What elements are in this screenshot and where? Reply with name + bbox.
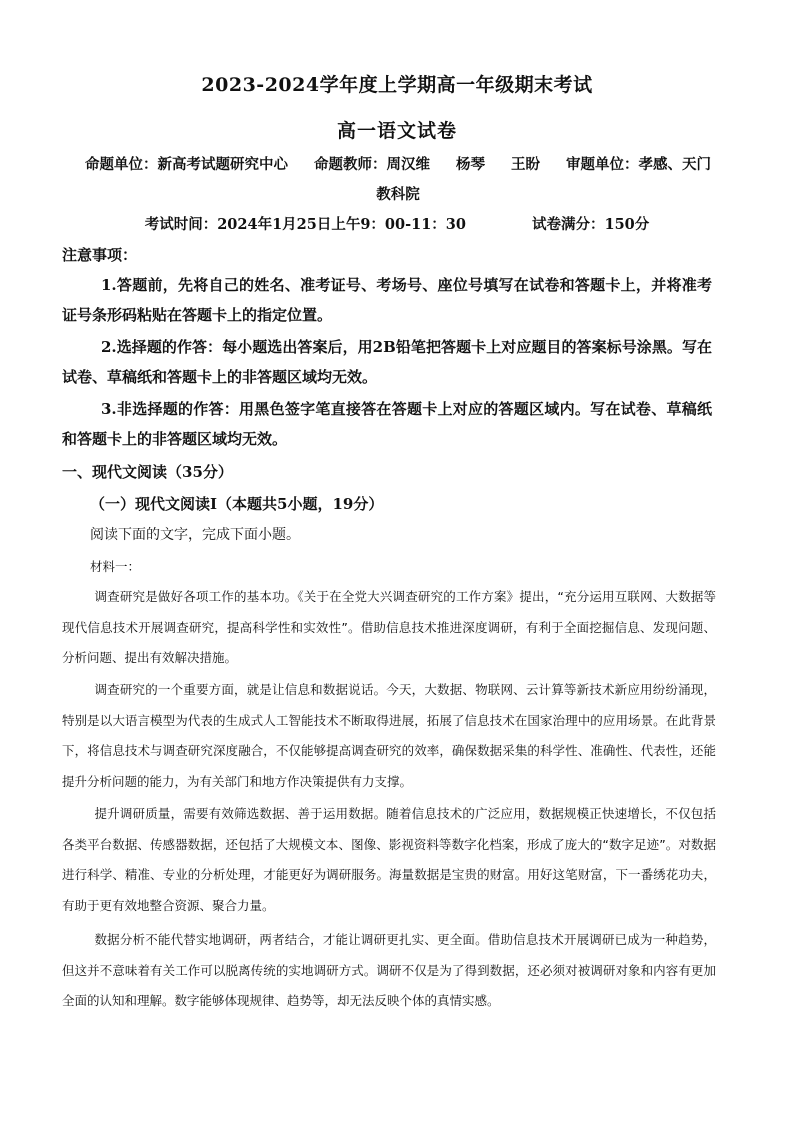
full-score: 试卷满分：150分	[531, 216, 650, 233]
unit-label: 命题单位：新高考试题研究中心	[85, 156, 288, 173]
notice-item-1: 1.答题前，先将自己的姓名、准考证号、考场号、座位号填写在试卷和答题卡上，并将准考证号条形码粘贴在答题卡上的指定位置。	[62, 276, 712, 324]
notice-item-2: 2.选择题的作答：每小题选出答案后，用2B铅笔把答题卡上对应题目的答案标号涂黑。写在试卷、草稿纸和答题卡上的非答题区域均无效。	[62, 338, 712, 386]
teacher-2: 杨琴	[456, 156, 485, 173]
material-label: 材料一：	[90, 559, 141, 574]
exam-subtitle: 高一语文试卷	[336, 120, 457, 142]
paragraph-3: 提升调研质量，需要有效筛选数据、善于运用数据。随着信息技术的广泛应用，数据规模正快速增长，不仅包括各类平台数据、传感器数据，还包括了大规模文本、图像、影视资料等数字化档案，形成了庞大的“数字足迹”。对数据进行科学、精准、专业的分析处理，才能更好为调研服务。海量数据是宝贵的财富。用好这笔财富，下一番绣花功夫，有助于更有效地整合资源、聚合力量。	[62, 806, 716, 914]
reading-instruction: 阅读下面的文字，完成下面小题。	[90, 527, 300, 543]
review-unit: 审题单位：孝感、天门教科院	[376, 156, 711, 203]
subsection-title: （一）现代文阅读Ⅰ（本题共5小题，19分）	[90, 495, 384, 513]
section-title: 一、现代文阅读（35分）	[62, 463, 233, 481]
author-info	[78, 150, 718, 210]
exam-time: 考试时间：2024年1月25日上午9：00-11：30	[144, 216, 466, 233]
teacher-3: 王盼	[511, 156, 540, 173]
exam-info	[0, 213, 794, 234]
notice-heading: 注意事项：	[62, 246, 138, 264]
exam-title: 2023-2024学年度上学期高一年级期末考试	[201, 74, 593, 96]
paragraph-4: 数据分析不能代替实地调研，两者结合，才能让调研更扎实、更全面。借助信息技术开展调研已成为一种趋势，但这并不意味着有关工作可以脱离传统的实地调研方式。调研不仅是为了得到数据，还必须对被调研对象和内容有更加全面的认知和理解。数字能够体现规律、趋势等，却无法反映个体的真情实感。	[62, 932, 716, 1009]
paragraph-2: 调查研究的一个重要方面，就是让信息和数据说话。今天，大数据、物联网、云计算等新技术新应用纷纷涌现，特别是以大语言模型为代表的生成式人工智能技术不断取得进展，拓展了信息技术在国家治理中的应用场景。在此背景下，将信息技术与调查研究深度融合，不仅能够提高调查研究的效率，确保数据采集的科学性、准确性、代表性，还能提升分析问题的能力，为有关部门和地方作决策提供有力支撑。	[62, 682, 716, 790]
teacher-label: 命题教师：周汉维	[314, 156, 430, 173]
notice-item-3: 3.非选择题的作答：用黑色签字笔直接答在答题卡上对应的答题区域内。写在试卷、草稿纸和答题卡上的非答题区域均无效。	[62, 400, 712, 448]
paragraph-1: 调查研究是做好各项工作的基本功。《关于在全党大兴调查研究的工作方案》提出，“充分运用互联网、大数据等现代信息技术开展调查研究，提高科学性和实效性”。借助信息技术推进深度调研，有利于全面挖掘信息、发现问题、分析问题、提出有效解决措施。	[62, 589, 716, 666]
